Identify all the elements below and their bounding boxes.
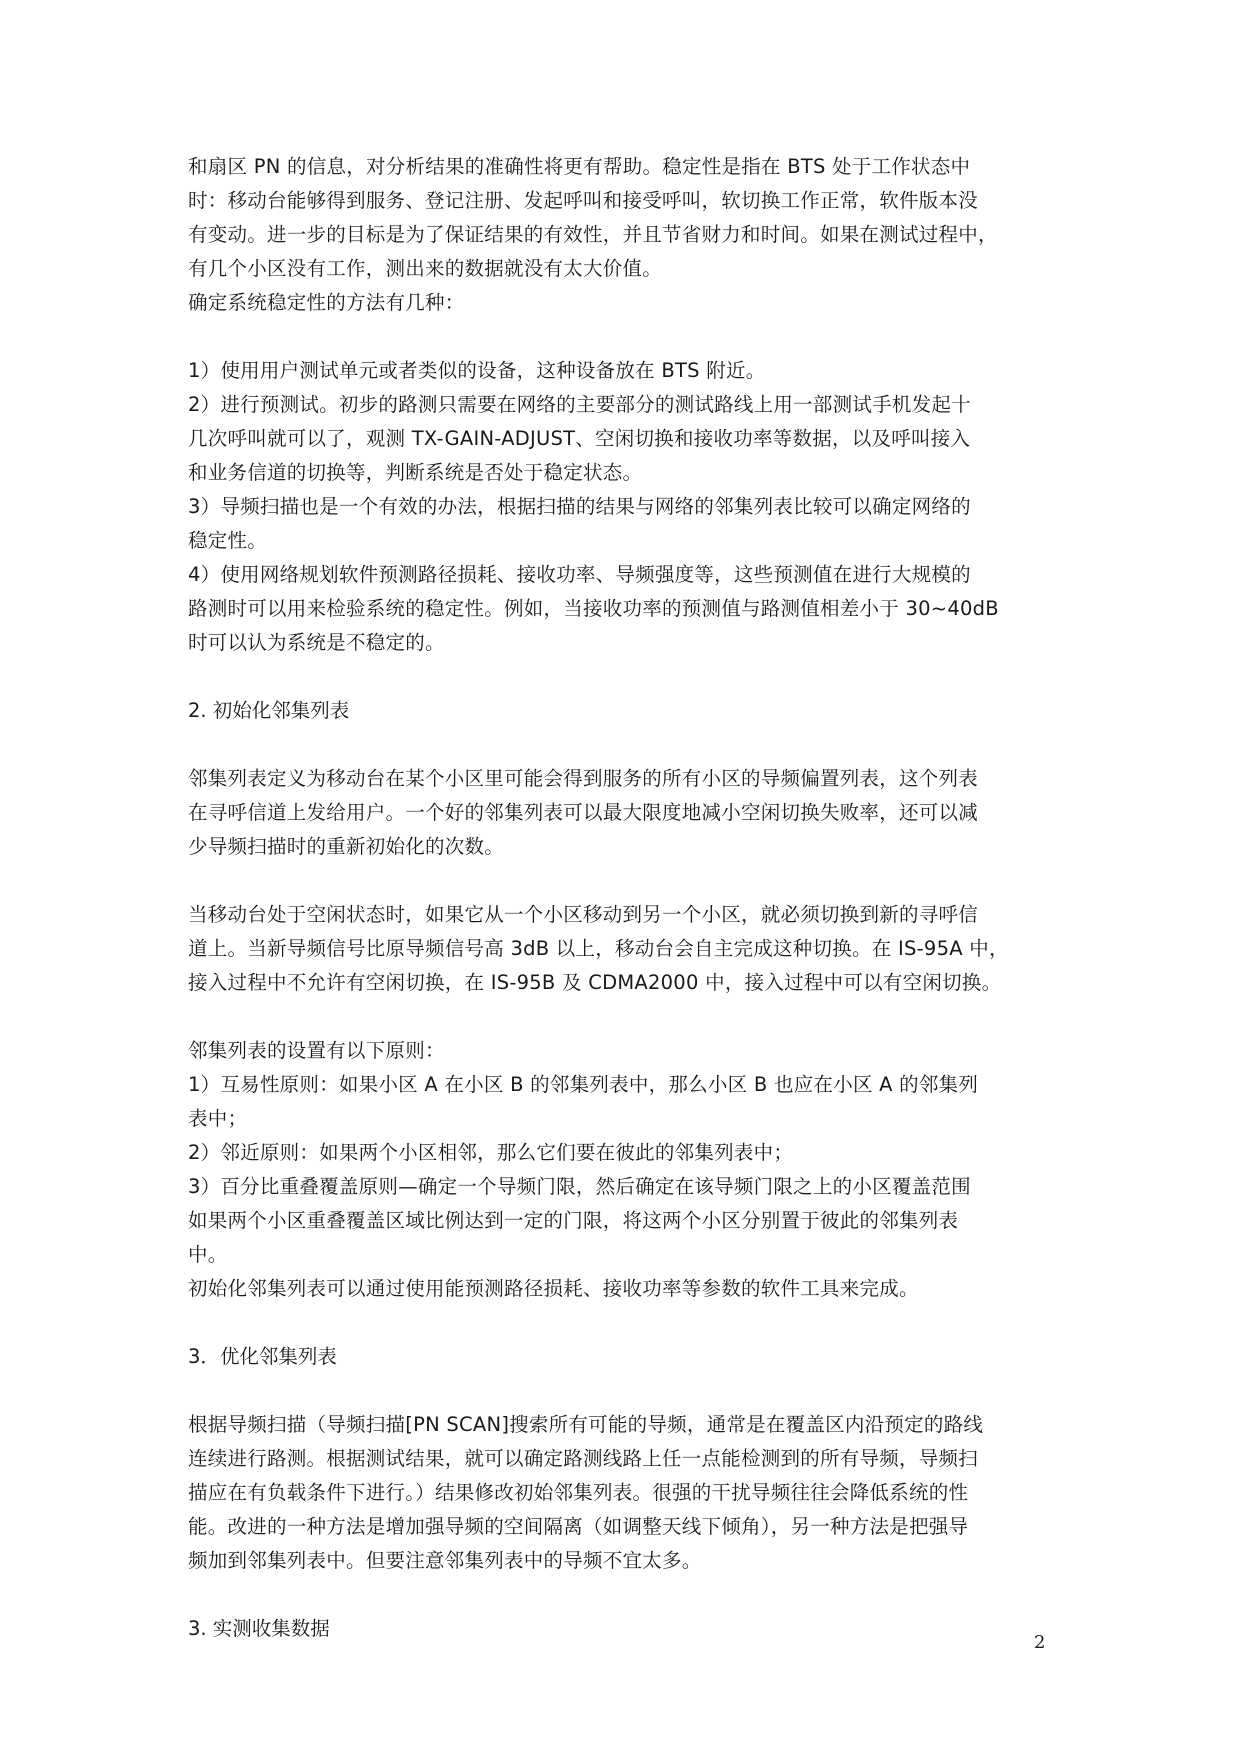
list-item-line: 表中；	[188, 1107, 248, 1130]
text-line: 频加到邻集列表中。但要注意邻集列表中的导频不宜太多。	[188, 1549, 702, 1572]
neighbor-definition-paragraph	[188, 762, 1054, 864]
paragraph-gap	[188, 1578, 1054, 1612]
list-item-line: 4）使用网络规划软件预测路径损耗、接收功率、导频强度等，这些预测值在进行大规模的	[188, 563, 971, 586]
text-line: 描应在有负载条件下进行。）结果修改初始邻集列表。很强的干扰导频往往会降低系统的性	[188, 1481, 969, 1504]
paragraph-gap	[188, 320, 1054, 354]
text-line: 有几个小区没有工作，测出来的数据就没有太大价值。	[188, 257, 663, 280]
text-line: 道上。当新导频信号比原导频信号高 3dB 以上，移动台会自主完成这种切换。在 IS-95A 中，	[188, 937, 1009, 960]
optimize-paragraph	[188, 1408, 1054, 1578]
text-line: 邻集列表定义为移动台在某个小区里可能会得到服务的所有小区的导频偏置列表，这个列表	[188, 767, 979, 790]
list-item-line: 3）百分比重叠覆盖原则—确定一个导频门限，然后确定在该导频门限之上的小区覆盖范围	[188, 1175, 971, 1198]
list-item-line: 2）进行预测试。初步的路测只需要在网络的主要部分的测试路线上用一部测试手机发起十	[188, 393, 971, 416]
list-item-line: 1）互易性原则：如果小区 A 在小区 B 的邻集列表中，那么小区 B 也应在小区 A 的邻集列	[188, 1073, 979, 1096]
list-item-line: 3）导频扫描也是一个有效的办法，根据扫描的结果与网络的邻集列表比较可以确定网络的	[188, 495, 971, 518]
text-line: 在寻呼信道上发给用户。一个好的邻集列表可以最大限度地减小空闲切换失败率，还可以减	[188, 801, 979, 824]
text-line: 连续进行路测。根据测试结果，就可以确定路测线路上任一点能检测到的所有导频，导频扫	[188, 1447, 979, 1470]
text-line: 邻集列表的设置有以下原则：	[188, 1039, 445, 1062]
principles-list	[188, 1034, 1054, 1306]
document-body	[188, 150, 1054, 1646]
page-number: 2	[1034, 1632, 1046, 1653]
list-item-line: 1）使用用户测试单元或者类似的设备，这种设备放在 BTS 附近。	[188, 359, 766, 382]
paragraph-gap	[188, 728, 1054, 762]
methods-list	[188, 354, 1054, 660]
section-heading: 3. 实测收集数据	[188, 1617, 330, 1640]
section-heading: 2. 初始化邻集列表	[188, 699, 350, 722]
text-line: 有变动。进一步的目标是为了保证结果的有效性，并且节省财力和时间。如果在测试过程中，	[188, 223, 998, 246]
paragraph-gap	[188, 660, 1054, 694]
text-line: 少导频扫描时的重新初始化的次数。	[188, 835, 505, 858]
text-line: 时：移动台能够得到服务、登记注册、发起呼叫和接受呼叫，软切换工作正常，软件版本没	[188, 189, 979, 212]
text-line: 和扇区 PN 的信息，对分析结果的准确性将更有帮助。稳定性是指在 BTS 处于工作状态中	[188, 155, 971, 178]
list-item-line: 如果两个小区重叠覆盖区域比例达到一定的门限，将这两个小区分别置于彼此的邻集列表	[188, 1209, 959, 1232]
text-line: 根据导频扫描（导频扫描[PN SCAN]搜索所有可能的导频，通常是在覆盖区内沿预定的路线	[188, 1413, 984, 1436]
paragraph-gap	[188, 1306, 1054, 1340]
paragraph-gap	[188, 1000, 1054, 1034]
text-line: 初始化邻集列表可以通过使用能预测路径损耗、接收功率等参数的软件工具来完成。	[188, 1277, 919, 1300]
paragraph-gap	[188, 1374, 1054, 1408]
list-item-line: 几次呼叫就可以了，观测 TX-GAIN-ADJUST、空闲切换和接收功率等数据，以及呼叫接入	[188, 427, 971, 450]
list-item-line: 稳定性。	[188, 529, 268, 552]
idle-handoff-paragraph	[188, 898, 1054, 1000]
list-item-line: 2）邻近原则：如果两个小区相邻，那么它们要在彼此的邻集列表中；	[188, 1141, 794, 1164]
list-item-line: 和业务信道的切换等，判断系统是否处于稳定状态。	[188, 461, 643, 484]
list-item-line: 路测时可以用来检验系统的稳定性。例如，当接收功率的预测值与路测值相差小于 30~40dB	[188, 597, 999, 620]
section-heading: 3．优化邻集列表	[188, 1345, 337, 1368]
text-line: 接入过程中不允许有空闲切换，在 IS-95B 及 CDMA2000 中，接入过程中可以有空闲切换。	[188, 971, 1002, 994]
intro-paragraph	[188, 150, 1054, 320]
text-line: 当移动台处于空闲状态时，如果它从一个小区移动到另一个小区，就必须切换到新的寻呼信	[188, 903, 979, 926]
list-item-line: 中。	[188, 1243, 228, 1266]
paragraph-gap	[188, 864, 1054, 898]
text-line: 确定系统稳定性的方法有几种：	[188, 291, 465, 314]
list-item-line: 时可以认为系统是不稳定的。	[188, 631, 445, 654]
text-line: 能。改进的一种方法是增加强导频的空间隔离（如调整天线下倾角），另一种方法是把强导	[188, 1515, 969, 1538]
